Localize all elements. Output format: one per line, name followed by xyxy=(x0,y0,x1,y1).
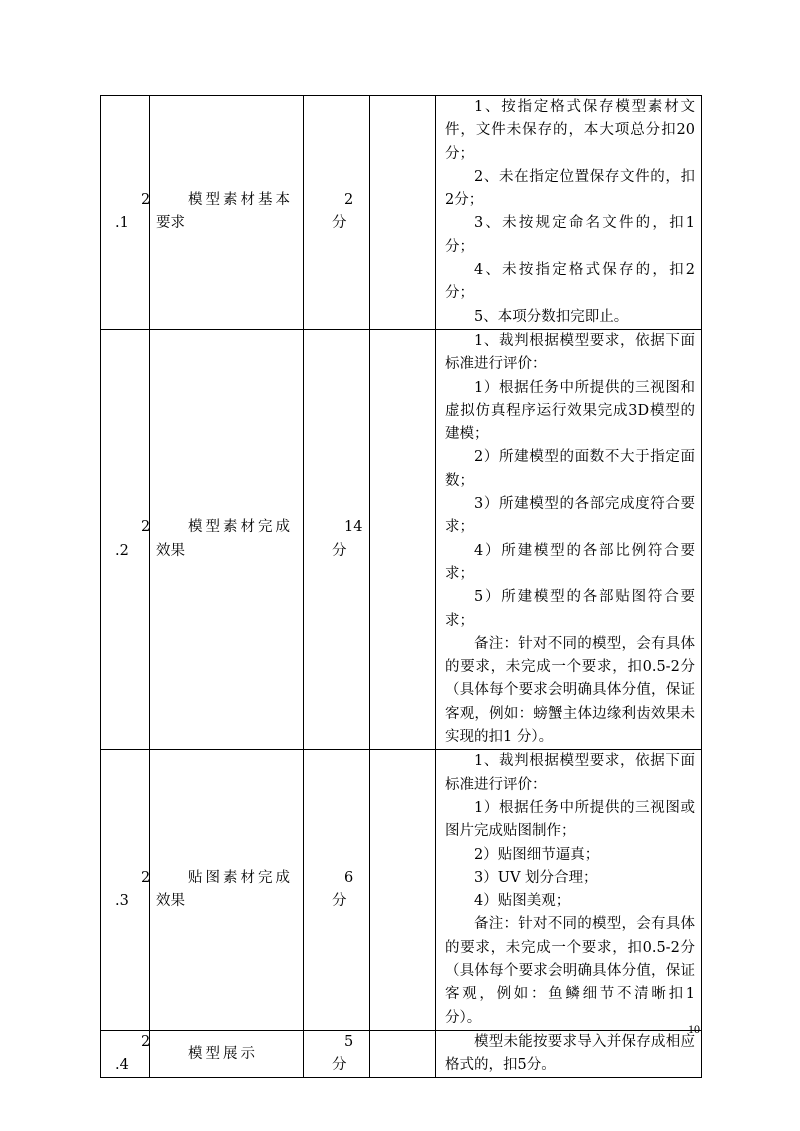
criteria-line: 3）UV 划分合理； xyxy=(474,869,598,886)
item-name-line1: 模型展示 xyxy=(188,1045,258,1062)
empty-cell xyxy=(370,96,436,330)
item-number-major: 2 xyxy=(141,519,151,536)
empty-cell xyxy=(370,329,436,749)
points-unit: 分 xyxy=(332,542,347,559)
item-number-minor: .2 xyxy=(115,542,129,559)
criteria-line: 模型未能按要求导入并保存成相应格式的，扣5分。 xyxy=(445,1033,695,1074)
criteria-line: 1、裁判根据模型要求，依据下面标准进行评价： xyxy=(445,332,695,373)
points-value: 2 xyxy=(344,192,354,209)
item-name-cell xyxy=(150,1030,304,1078)
points-cell xyxy=(304,1030,370,1078)
table-row xyxy=(101,96,702,330)
empty-cell xyxy=(370,750,436,1031)
points-value: 5 xyxy=(344,1033,354,1050)
scoring-table-body xyxy=(101,96,702,1078)
criteria-line: 5）所建模型的各部贴图符合要求； xyxy=(445,589,695,629)
points-unit: 分 xyxy=(332,215,347,232)
criteria-line: 1）根据任务中所提供的三视图和虚拟仿真程序运行效果完成3D模型的建模； xyxy=(445,379,695,443)
points-cell xyxy=(304,750,370,1031)
points-cell xyxy=(304,329,370,749)
criteria-line: 1、按指定格式保存模型素材文件，文件未保存的，本大项总分扣20分； xyxy=(445,99,695,162)
points-unit: 分 xyxy=(332,893,347,910)
item-number-cell xyxy=(101,750,150,1031)
item-name-line2: 效果 xyxy=(156,542,185,559)
table-row xyxy=(101,329,702,749)
criteria-line: 3、未按规定命名文件的，扣1分； xyxy=(445,215,695,255)
item-name-line2: 要求 xyxy=(156,215,185,232)
criteria-cell xyxy=(436,96,702,330)
item-name-line2: 效果 xyxy=(156,893,185,910)
points-value: 6 xyxy=(344,869,354,886)
item-number-cell xyxy=(101,96,150,330)
item-number-major: 2 xyxy=(141,1033,151,1050)
criteria-cell xyxy=(436,329,702,749)
criteria-line: 1）根据任务中所提供的三视图或图片完成贴图制作； xyxy=(445,799,695,840)
criteria-cell xyxy=(436,750,702,1031)
item-name-cell xyxy=(150,329,304,749)
table-row xyxy=(101,1030,702,1078)
points-value: 14 xyxy=(344,519,363,536)
criteria-line: 4、未按指定格式保存的，扣2分； xyxy=(445,262,695,302)
criteria-line: 3）所建模型的各部完成度符合要求； xyxy=(445,496,695,536)
criteria-line: 5、本项分数扣完即止。 xyxy=(474,308,629,325)
points-cell xyxy=(304,96,370,330)
table-row xyxy=(101,750,702,1031)
page-number: 10 xyxy=(688,1022,700,1036)
item-number-major: 2 xyxy=(141,192,151,209)
item-number-major: 2 xyxy=(141,869,151,886)
criteria-line: 2、未在指定位置保存文件的，扣2分； xyxy=(445,168,695,209)
item-number-minor: .1 xyxy=(115,215,129,232)
item-number-minor: .4 xyxy=(115,1057,129,1074)
item-name-line1: 贴图素材完成 xyxy=(188,869,293,886)
criteria-line: 4）所建模型的各部比例符合要求； xyxy=(445,542,695,582)
item-number-cell xyxy=(101,329,150,749)
criteria-line: 2）贴图细节逼真； xyxy=(474,846,600,863)
item-name-cell xyxy=(150,750,304,1031)
criteria-line: 备注：针对不同的模型，会有具体的要求，未完成一个要求，扣0.5-2分（具体每个要求会明确具体分值，保证客观，例如：鱼鳞细节不清晰扣1 分）。 xyxy=(445,916,695,1026)
item-name-line1: 模型素材完成 xyxy=(188,519,293,536)
item-number-minor: .3 xyxy=(115,893,129,910)
item-name-line1: 模型素材基本 xyxy=(188,192,293,209)
criteria-line: 备注：针对不同的模型，会有具体的要求，未完成一个要求，扣0.5-2分（具体每个要求会明确具体分值，保证客观，例如：螃蟹主体边缘利齿效果未实现的扣1 分）。 xyxy=(445,635,695,746)
item-name-cell xyxy=(150,96,304,330)
criteria-line: 1、裁判根据模型要求，依据下面标准进行评价： xyxy=(445,753,695,793)
criteria-line: 2）所建模型的面数不大于指定面数； xyxy=(445,449,695,489)
scoring-table xyxy=(100,95,702,1078)
criteria-line: 4）贴图美观； xyxy=(474,893,571,910)
empty-cell xyxy=(370,1030,436,1078)
points-unit: 分 xyxy=(332,1057,347,1074)
item-number-cell xyxy=(101,1030,150,1078)
criteria-cell xyxy=(436,1030,702,1078)
